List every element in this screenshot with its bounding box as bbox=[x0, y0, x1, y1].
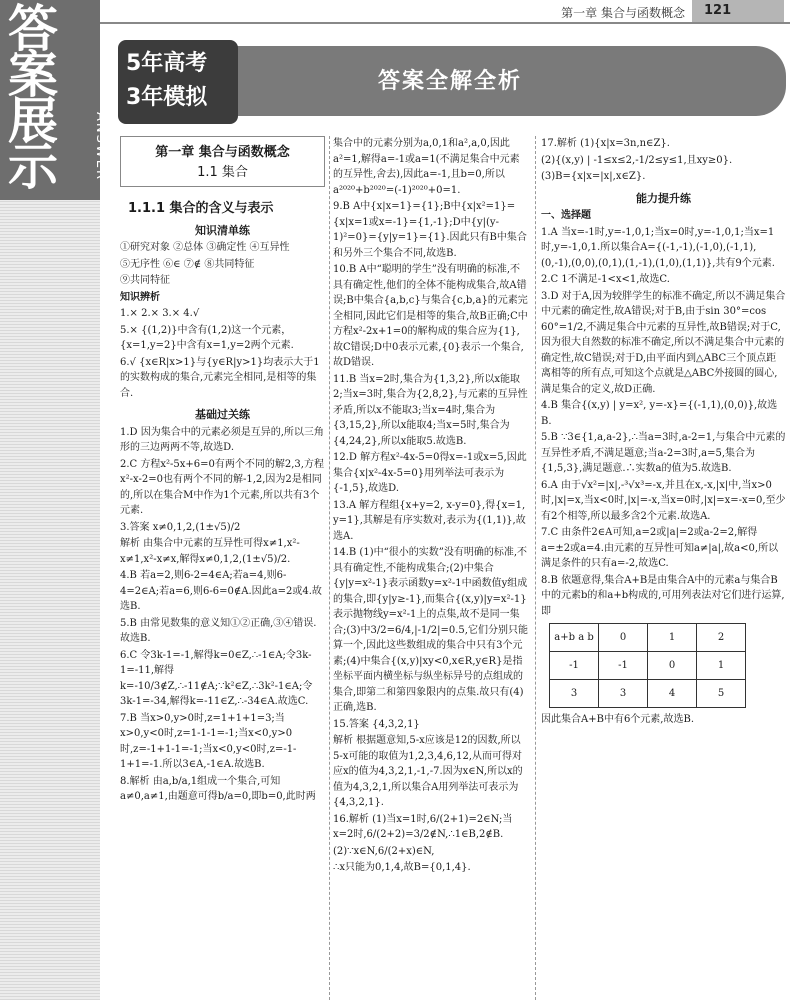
answer-item: 14.B (1)中“很小的实数”没有明确的标准,不具有确定性,不能构成集合;(2)中集合{y|y=x²-1}表示函数y=x²-1中函数值y组成的集合,即{y|y≥-1},而集合{(x,y)|y=x²-1}表示抛物线y=x²-1上的点集,故不是同一集合;(3)中3/2=6/4,|-1/2|=0.5,它们分别只能算一个,因此这些数组成的集合中只有3个元素;(4)中集合{(x,y)|xy<0,x∈R,y∈R}是指坐标平面内横坐标与纵坐标异号的点组成的集合,即第二和第四象限内的点集.故只有(4)正确,选B. bbox=[333, 547, 528, 713]
table-cell: 5 bbox=[697, 680, 746, 708]
heading-basic: 基础过关练 bbox=[195, 408, 250, 421]
logo-line-1: 5年高考 bbox=[126, 51, 208, 76]
answer-item: 8.B 依题意得,集合A+B是由集合A中的元素a与集合B中的元素b的和a+b构成的,可用列表法对它们进行运算,即 bbox=[541, 574, 785, 617]
table-row bbox=[550, 680, 746, 708]
answer-item: 解析 由集合中元素的互异性可得x≠1,x²-x≠1,x²-x≠x,解得x≠0,1,2,(1±√5)/2. bbox=[120, 538, 300, 565]
banner bbox=[118, 34, 786, 130]
chapter-title: 第一章 集合与函数概念 bbox=[155, 145, 290, 160]
heading-ability: 能力提升练 bbox=[636, 191, 691, 205]
answer-item: 9.B A中{x|x=1}={1};B中{x|x²=1}={x|x=1或x=-1}={1,-1};D中{y|(y-1)²=0}={y|y=1}={1}.因此只有B中集合和另外三个集合不同,故选B. bbox=[333, 201, 527, 259]
answer-item: 解析 根据题意知,5-x应该是12的因数,所以5-x可能的取值为1,2,3,4,6,12,从而可得对应x的值为4,3,2,1,-1,-7.因为x∈N,所以x的值为4,3,2,1,所以集合A用列举法可表示为{4,3,2,1}. bbox=[333, 735, 523, 808]
side-band bbox=[0, 0, 108, 1000]
answer-item: 1.D 因为集合中的元素必须是互异的,所以三角形的三边两两不等,故选D. bbox=[120, 426, 324, 453]
answer-item: 10.B A中“聪明的学生”没有明确的标准,不具有确定性,他们的全体不能构成集合,故A错误;B中集合{a,b,c}与集合{c,b,a}的元素完全相同,因此它们是相等的集合,故B正确;C中方程x²-2x+1=0的解构成的集合应为{1},故C错误;D中0表示元素,{0}表示一个集合,故D错误. bbox=[333, 264, 528, 368]
answer-item: 5.B ∵3∈{1,a,a-2},∴当a=3时,a-2=1,与集合中元素的互异性矛盾,不满足题意;当a-2=3时,a=5,集合为{1,5,3},满足题意.∴实数a的值为5.故选B. bbox=[541, 432, 786, 474]
logo-line-2: 3年模拟 bbox=[126, 85, 208, 110]
table-cell: 3 bbox=[599, 680, 648, 708]
answer-item: 15.答案 {4,3,2,1} bbox=[333, 718, 420, 730]
knowledge-line: ①研究对象 ②总体 ③确定性 ④互异性 bbox=[120, 242, 290, 253]
answer-item: 5.B 由常见数集的意义知①②正确,③④错误.故选B. bbox=[120, 617, 317, 644]
corner-a: a bbox=[578, 631, 585, 643]
answer-item: 8.解析 由a,b/a,1组成一个集合,可知a≠0,a≠1,由题意可得b/a=0,即b=0,此时两 bbox=[120, 775, 316, 802]
answer-item: 16.解析 (1)当x=1时,6/(2+1)=2∈N;当x=2时,6/(2+2)=3/2∉N,∴1∈B,2∉B. bbox=[333, 813, 513, 840]
table-corner bbox=[550, 624, 599, 652]
logo bbox=[118, 40, 238, 124]
answer-item: 2.C 1不满足-1<x<1,故选C. bbox=[541, 274, 670, 285]
knowledge-answer-5: 5.× {(1,2)}中含有(1,2)这一个元素，{x=1,y=2}中含有x=1,y=2两个元素. bbox=[120, 324, 294, 351]
answer-item: ∴x只能为0,1,4,故B={0,1,4}. bbox=[333, 862, 471, 873]
sum-table bbox=[549, 623, 746, 708]
table-head-cell: 1 bbox=[648, 624, 697, 652]
column-2 bbox=[333, 136, 528, 877]
table-cell: 1 bbox=[697, 652, 746, 680]
side-band-texture bbox=[0, 200, 100, 1000]
answer-item: 12.D 解方程x²-4x-5=0得x=-1或x=5,因此集合{x|x²-4x-5=0}用列举法可表示为{-1,5},故选D. bbox=[333, 452, 527, 494]
knowledge-label: 知识辨析 bbox=[120, 291, 160, 303]
answer-item: 4.B 集合{(x,y) | y=x², y=-x}={(-1,1),(0,0)},故选B. bbox=[541, 400, 778, 427]
header-rule bbox=[100, 22, 790, 24]
answer-item: 集合中的元素分别为a,0,1和a²,a,0,因此a²=1,解得a=-1或a=1(不满足集合中元素的互异性,舍去),因此a=-1,且b=0,所以a²⁰²⁰+b²⁰²⁰=(-1)²⁰²⁰+0=1. bbox=[333, 138, 520, 196]
header-chapter: 第一章 集合与函数概念 bbox=[561, 6, 685, 20]
page-number: 121 bbox=[692, 0, 784, 22]
table-row-head: 3 bbox=[550, 680, 599, 708]
choice-heading: 一、选择题 bbox=[541, 210, 591, 221]
answer-item: 4.B 若a=2,则6-2=4∈A;若a=4,则6-4=2∈A;若a=6,则6-6=0∉A.因此a=2或4.故选B. bbox=[120, 570, 322, 612]
table-cell: -1 bbox=[599, 652, 648, 680]
column-1 bbox=[120, 136, 325, 806]
knowledge-line: ⑨共同特征 bbox=[120, 275, 170, 286]
heading-knowledge: 知识清单练 bbox=[195, 223, 250, 237]
section-title: 1.1 集合 bbox=[197, 164, 248, 180]
column-divider bbox=[535, 136, 536, 1000]
knowledge-answers: 1.× 2.× 3.× 4.√ bbox=[120, 308, 200, 319]
subsection-title: 1.1.1 集合的含义与表示 bbox=[128, 201, 274, 216]
answer-item: 11.B 当x=2时,集合为{1,3,2},所以x能取2;当x=3时,集合为{2,8,2},与元素的互异性矛盾,所以x不能取3;当x=4时,集合为{3,15,2},所以x能取4;当x=5时,集合为{4,24,2},所以x能取5.故选B. bbox=[333, 373, 528, 447]
knowledge-line: ⑤无序性 ⑥∈ ⑦∉ ⑧共同特征 bbox=[120, 258, 255, 270]
table-cell: 0 bbox=[648, 652, 697, 680]
answer-item: 6.C 令3k-1=-1,解得k=0∈Z,∴-1∈A;令3k-1=-11,解得k=-10/3∉Z,∴-11∉A;∵k²∈Z,∴3k²-1∈A;令3k-1=-34,解得k=-11∈Z,∴-34∈A.故选C. bbox=[120, 649, 313, 707]
banner-title: 答案全解全析 bbox=[378, 69, 523, 94]
table-row bbox=[550, 624, 746, 652]
answer-item: 13.A 解方程组{x+y=2, x-y=0},得{x=1, y=1},其解是有序实数对,表示为{(1,1)},故选A. bbox=[333, 499, 526, 542]
side-title: 答案展示 bbox=[8, 0, 58, 196]
table-conclusion: 因此集合A+B中有6个元素,故选B. bbox=[541, 714, 695, 725]
answer-item: 3.D 对于A,因为较胖学生的标准不确定,所以不满足集合中元素的确定性,故A错误;对于B,由于sin 30°=cos 60°=1/2,不满足集合中元素的互异性,故B错误;对于C,因为很大自然数的标准不确定,所以不满足集合中元素的确定性,故C错误;对于D,由平面内到△ABC三个顶点距离相等的所有点,可知这个点就是△ABC外接圆的圆心,满足集合的定义,故D正确. bbox=[541, 290, 786, 395]
answer-item: 6.A 由于√x²=|x|,-³√x³=-x,并且在x,-x,|x|中,当x>0时,|x|=x,当x<0时,|x|=-x,当x=0时,|x|=x=-x=0,至少有2个相等,所以最多含2个元素.故选A. bbox=[541, 479, 786, 522]
side-english-label: ANSWER bbox=[93, 112, 108, 181]
table-head-cell: 2 bbox=[697, 624, 746, 652]
column-3 bbox=[541, 136, 786, 729]
answer-item: 17.解析 (1){x|x=3n,n∈Z}. bbox=[541, 138, 670, 149]
table-head-cell: 0 bbox=[599, 624, 648, 652]
answer-item: (3)B={x|x=|x|,x∈Z}. bbox=[541, 171, 646, 182]
table-row-head: -1 bbox=[550, 652, 599, 680]
answer-item: 1.A 当x=-1时,y=-1,0,1;当x=0时,y=-1,0,1;当x=1时,y=-1,0,1.所以集合A={(-1,-1),(-1,0),(-1,1),(0,-1),(0,0),(0,1),(1,-1),(1,0),(1,1)},共有9个元素. bbox=[541, 226, 775, 269]
column-divider bbox=[329, 136, 330, 1000]
answer-item: 7.C 由条件2∈A可知,a=2或|a|=2或a-2=2,解得a=±2或a=4.由元素的互异性可知a≠|a|,故a<0,所以满足条件的只有a=-2,故选C. bbox=[541, 527, 779, 569]
answer-item: (2){(x,y) | -1≤x≤2,-1/2≤y≤1,且xy≥0}. bbox=[541, 154, 733, 166]
corner-top: a+b bbox=[554, 631, 575, 643]
knowledge-answer-6: 6.√ {x∈R|x>1}与{y∈R|y>1}均表示大于1的实数构成的集合,元素完全相同,是相等的集合. bbox=[120, 356, 320, 399]
chapter-box bbox=[120, 136, 325, 187]
answer-item: 3.答案 x≠0,1,2,(1±√5)/2 bbox=[120, 521, 241, 533]
answer-item: (2)∵x∈N,6/(2+x)∈N, bbox=[333, 845, 435, 857]
table-row bbox=[550, 652, 746, 680]
answer-item: 7.B 当x>0,y>0时,z=1+1+1=3;当x>0,y<0时,z=1-1-1=-1;当x<0,y>0时,z=-1+1-1=-1;当x<0,y<0时,z=-1-1+1=-1.所以3∈A,-1∈A.故选B. bbox=[120, 712, 297, 770]
page-header bbox=[100, 0, 790, 24]
table-cell: 4 bbox=[648, 680, 697, 708]
answer-item: 2.C 方程x²-5x+6=0有两个不同的解2,3,方程x²-x-2=0也有两个不同的解-1,2,因为2是相同的,所以在集合M中作为1个元素,所以共有3个元素. bbox=[120, 458, 324, 516]
corner-b: b bbox=[587, 631, 594, 643]
